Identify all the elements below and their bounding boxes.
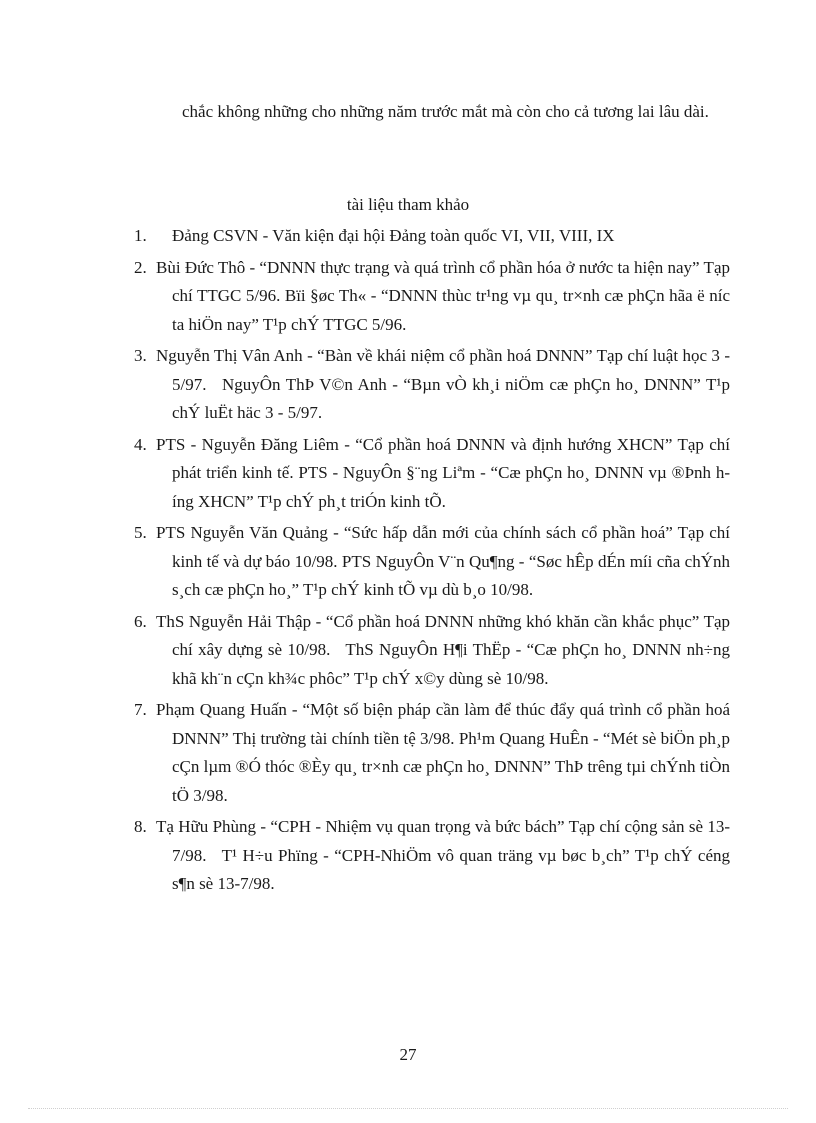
reference-number: 5. <box>134 523 147 542</box>
page-number: 27 <box>399 1045 417 1064</box>
reference-text-garbled: Ph¹m Quang HuÊn - “Mét sè biÖn ph¸p cÇn lµm ®Ó thóc ®Èy qu¸ tr×nh cæ phÇn ho¸ DNNN” ThÞ trêng tµi chÝnh tiÒn tÖ 3/98. <box>172 728 731 805</box>
reference-text: ThS Nguyễn Hải Thập - “Cổ phần hoá DNNN những khó khăn cần khắc phục” Tạp chí xây dựng sè 10/98. <box>156 611 730 659</box>
reference-text: Phạm Quang Huấn - “Một số biện pháp cần làm để thúc đẩy quá trình cổ phần hoá DNNN” Thị trường tài chính tiền tệ 3/98. <box>156 700 730 748</box>
reference-item <box>134 254 730 340</box>
reference-text: PTS Nguyễn Văn Quảng - “Sức hấp dẫn mới của chính sách cổ phần hoá” Tạp chí kinh tế và dự báo 10/98. <box>156 523 730 571</box>
footer-divider <box>28 1108 788 1109</box>
reference-item <box>134 342 730 428</box>
reference-text: Đảng CSVN - Văn kiện đại hội Đảng toàn quốc VI, VII, VIII, IX <box>172 226 615 245</box>
reference-number: 2. <box>134 257 147 277</box>
reference-text: PTS - Nguyễn Đăng Liêm - “Cổ phần hoá DNNN và định hướng XHCN” Tạp chí phát triển kinh tế. <box>156 434 730 482</box>
reference-item <box>134 519 730 605</box>
reference-text: Nguyễn Thị Vân Anh - “Bàn về khái niệm cổ phần hoá DNNN” Tạp chí luật học 3 - 5/97. <box>156 346 730 394</box>
reference-text: Tạ Hữu Phùng - “CPH - Nhiệm vụ quan trọng và bức bách” Tạp chí cộng sản sè 13-7/98. <box>156 817 730 865</box>
body-paragraph: chắc không những cho những năm trước mắt mà còn cho cả tương lai lâu dài. <box>182 102 709 121</box>
reference-item <box>134 813 730 899</box>
references-heading: tài liệu tham khảo <box>346 195 470 214</box>
reference-text-garbled: T¹ H÷u Phïng - “CPH-NhiÖm vô quan träng vµ bøc b¸ch” T¹p chÝ céng s¶n sè 13-7/98. <box>172 845 730 893</box>
reference-number: 3. <box>134 346 147 365</box>
reference-item <box>134 222 730 251</box>
reference-text-garbled: PTS NguyÔn V¨n Qu¶ng - “Søc hÊp dÉn míi cña chÝnh s¸ch cæ phÇn ho¸” T¹p chÝ kinh tÕ vµ dù b¸o 10/98. <box>172 551 731 599</box>
reference-text-garbled: Bïi §øc Th« - “DNNN thùc tr¹ng vµ qu¸ tr×nh cæ phÇn hãa ë níc ta hiÖn nay” T¹p chÝ TTGC 5/96. <box>172 286 731 334</box>
reference-text-garbled: ThS NguyÔn H¶i ThËp - “Cæ phÇn ho¸ DNNN nh÷ng khã kh¨n cÇn kh¾c phôc” T¹p chÝ x©y dùng sè 10/98. <box>172 640 730 688</box>
reference-number: 7. <box>134 700 147 719</box>
reference-text-garbled: PTS - NguyÔn §¨ng Liªm - “Cæ phÇn ho¸ DNNN vµ ®Þnh híng XHCN” T¹p chÝ ph¸t triÓn kinh tÕ. <box>172 463 730 511</box>
references-list <box>134 222 730 902</box>
reference-number: 8. <box>134 817 147 836</box>
reference-text: Bùi Đức Thô - “DNNN thực trạng và quá trình cổ phần hóa ở nước ta hiện nay” Tạp chí TTGC 5/96. <box>156 257 730 305</box>
reference-number: 1. <box>134 226 147 245</box>
reference-text-garbled: NguyÔn ThÞ V©n Anh - “Bµn vÒ kh¸i niÖm cæ phÇn ho¸ DNNN” T¹p chÝ luËt häc 3 - 5/97. <box>172 374 730 422</box>
reference-number: 6. <box>134 611 147 631</box>
reference-item <box>134 608 730 694</box>
reference-item <box>134 431 730 517</box>
reference-item <box>134 696 730 810</box>
reference-number: 4. <box>134 434 147 454</box>
